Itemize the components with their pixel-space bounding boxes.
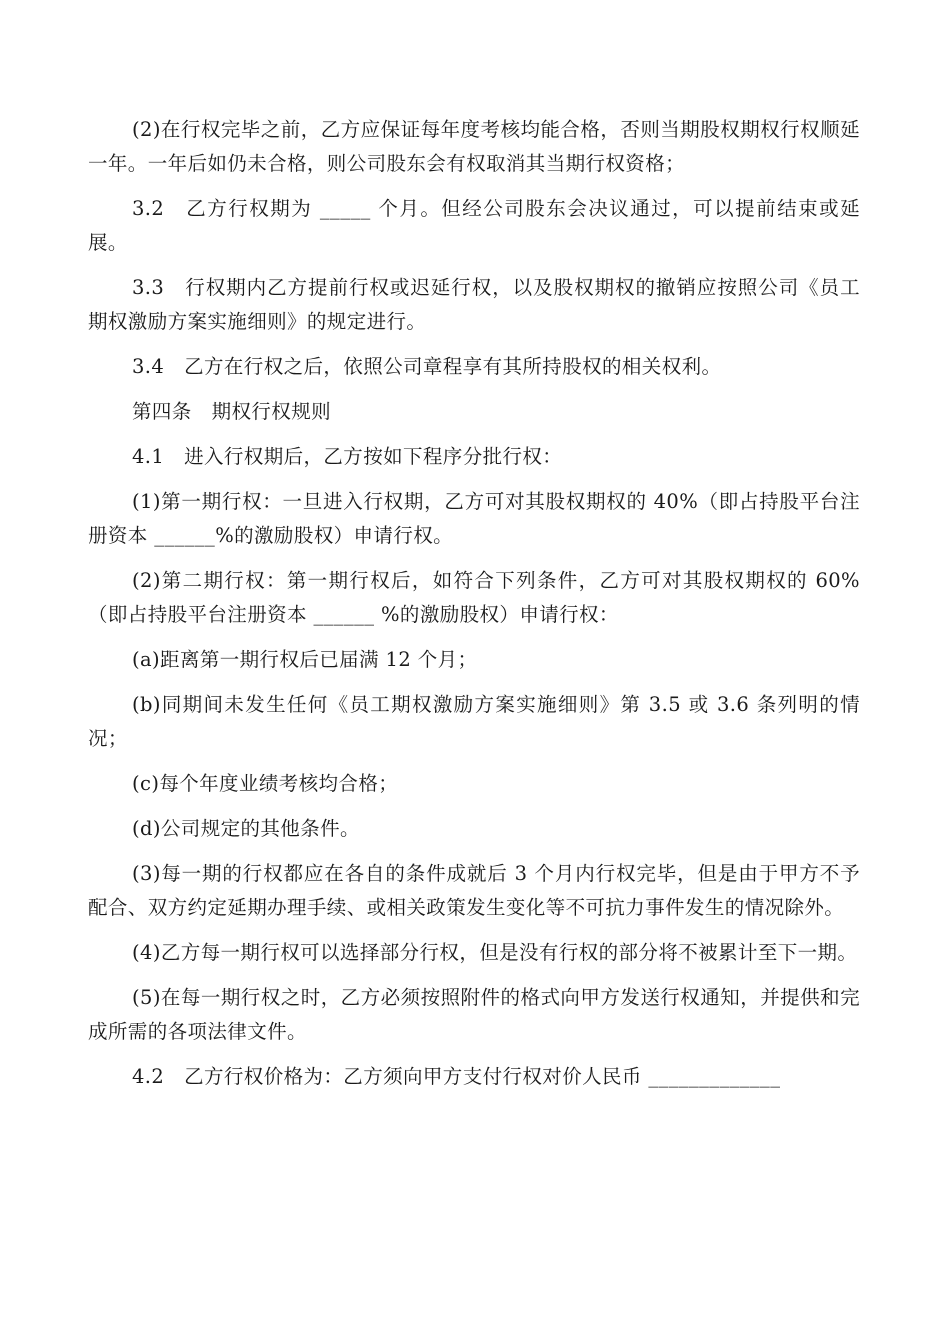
document-page [88,113,860,1094]
paragraph-4-2: 4.2 乙方行权价格为：乙方须向甲方支付行权对价人民币 _____________ [132,1065,781,1088]
paragraph-4-1: 4.1 进入行权期后，乙方按如下程序分批行权： [132,445,563,468]
paragraph-3-3: 3.3 行权期内乙方提前行权或迟延行权，以及股权期权的撤销应按照公司《员工期权激励方案实施细则》的规定进行。 [88,276,860,333]
paragraph-4-1-3: (3)每一期的行权都应在各自的条件成就后 3 个月内行权完毕，但是由于甲方不予配合、双方约定延期办理手续、或相关政策发生变化等不可抗力事件发生的情况除外。 [88,862,860,919]
article-4-heading: 第四条 期权行权规则 [132,400,332,423]
paragraph-3-4: 3.4 乙方在行权之后，依照公司章程享有其所持股权的相关权利。 [132,355,722,378]
paragraph-3-2: 3.2 乙方行权期为 _____ 个月。但经公司股东会决议通过，可以提前结束或延展。 [88,197,860,254]
paragraph-4-1-2: (2)第二期行权：第一期行权后，如符合下列条件，乙方可对其股权期权的 60%（即占持股平台注册资本 ______ %的激励股权）申请行权： [88,569,860,626]
condition-b: (b)同期间未发生任何《员工期权激励方案实施细则》第 3.5 或 3.6 条列明的情况； [88,693,860,750]
paragraph-4-1-1: (1)第一期行权：一旦进入行权期，乙方可对其股权期权的 40%（即占持股平台注册资本 ______%的激励股权）申请行权。 [88,490,860,547]
condition-c: (c)每个年度业绩考核均合格； [132,772,399,795]
paragraph-2-assessment: (2)在行权完毕之前，乙方应保证每年度考核均能合格，否则当期股权期权行权顺延一年。一年后如仍未合格，则公司股东会有权取消其当期行权资格； [88,118,860,175]
condition-d: (d)公司规定的其他条件。 [132,817,360,840]
condition-a: (a)距离第一期行权后已届满 12 个月； [132,648,478,671]
paragraph-4-1-5: (5)在每一期行权之时，乙方必须按照附件的格式向甲方发送行权通知，并提供和完成所需的各项法律文件。 [88,986,860,1043]
paragraph-4-1-4: (4)乙方每一期行权可以选择部分行权，但是没有行权的部分将不被累计至下一期。 [132,941,858,964]
